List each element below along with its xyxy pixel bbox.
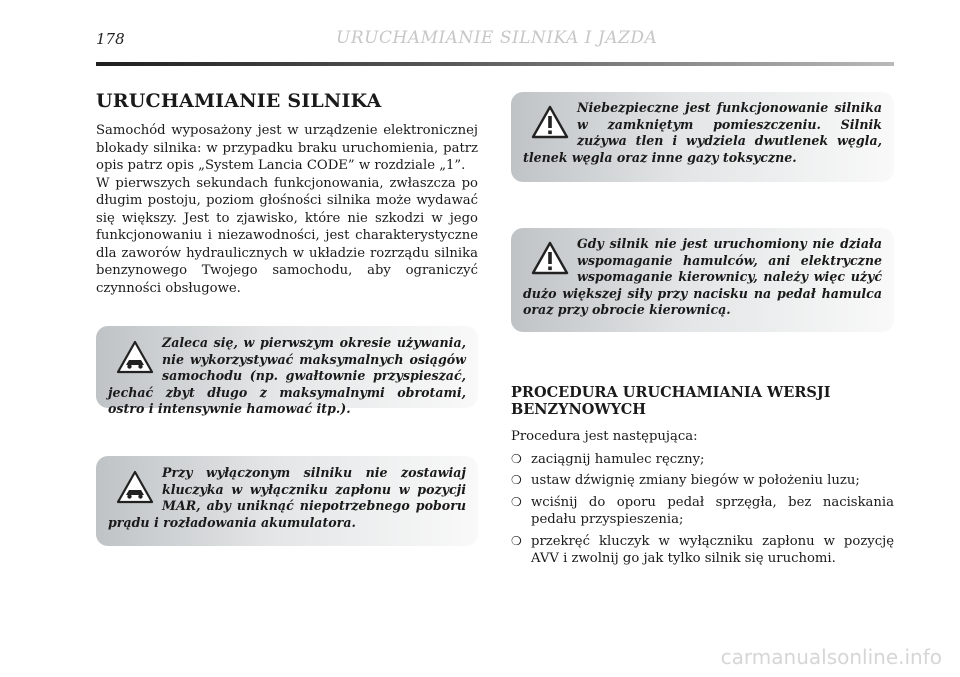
warning-callout-1 — [511, 92, 894, 182]
bullet-icon: ❍ — [511, 473, 522, 487]
procedure-steps — [511, 451, 894, 568]
section-body: Samochód wyposażony jest w urządzenie elektronicznej blokady silnika: w przypadku braku uruchomienia, patrz opis patrz opis „System Lancia CODE” w rozdziale „1”. W pierwszych sekundach funkcjonowania, zwłaszcza po długim postoju, poziom głośności silnika może wydawać się większy. Jest to zjawisko, które nie szkodzi w jego funkcjonowaniu i niezawodności, jest charakterystyczne dla zaworów hydraulicznych w układzie rozrządu silnika benzynowego Twojego samochodu, aby ograniczyć czynności obsługowe. — [96, 123, 478, 296]
procedure-title: PROCEDURA URUCHAMIANIA WERSJI BENZYNOWYCH — [511, 384, 831, 418]
procedure-step: ❍ przekręć kluczyk w wyłączniku zapłonu w pozycję AVV i zwolnij go jak tylko silnik się uruchomi. — [511, 533, 894, 566]
warning-callout-2 — [511, 228, 894, 332]
page-number: 178 — [96, 30, 125, 48]
section-title: URUCHAMIANIE SILNIKA — [96, 90, 382, 112]
note-text-1: Zaleca się, w pierwszym okresie używania, nie wykorzystywać maksymalnych osiągów samochodu (np. gwałtownie przyspieszać, jechać zbyt długo z maksymalnymi obrotami, ostro i intensywnie hamować itp.). — [108, 335, 466, 416]
procedure-step: ❍ wciśnij do oporu pedał sprzęgła, bez naciskania pedału przyspieszenia; — [511, 494, 894, 527]
bullet-icon: ❍ — [511, 494, 522, 509]
chapter-title: URUCHAMIANIE SILNIKA I JAZDA — [336, 28, 658, 48]
warning-triangle-icon — [523, 100, 577, 144]
procedure-section — [511, 384, 894, 572]
warning-text-1: Niebezpieczne jest funkcjonowanie silnika w zamkniętym pomieszczeniu. Silnik zużywa tlen i wydziela dwutlenek węgla, tlenek węgla oraz inne gazy toksyczne. — [523, 100, 882, 165]
bullet-icon: ❍ — [511, 533, 522, 548]
procedure-step: ❍ ustaw dźwignię zmiany biegów w położeniu luzu; — [511, 473, 860, 488]
left-column — [96, 90, 478, 297]
car-note-icon — [108, 465, 162, 509]
header-rule — [96, 62, 894, 66]
note-callout-2 — [96, 456, 478, 546]
warning-text-2: Gdy silnik nie jest uruchomiony nie działa wspomaganie hamulców, ani elektryczne wspomaganie kierownicy, należy więc użyć dużo większej siły przy nacisku na pedał hamulca oraz przy obrocie kierownicą. — [523, 236, 882, 317]
watermark-text: carmanualsonline.info — [720, 645, 942, 669]
note-callout-1 — [96, 326, 478, 416]
procedure-step: ❍ zaciągnij hamulec ręczny; — [511, 451, 705, 467]
warning-triangle-icon — [523, 236, 577, 280]
bullet-icon: ❍ — [511, 451, 522, 466]
car-note-icon — [108, 335, 162, 379]
procedure-intro: Procedura jest następująca: — [511, 429, 698, 444]
note-text-2: Przy wyłączonym silniku nie zostawiaj kluczyka w wyłączniku zapłonu w pozycji MAR, aby uniknąć niepotrzebnego poboru prądu i rozładowania akumulatora. — [108, 465, 466, 530]
